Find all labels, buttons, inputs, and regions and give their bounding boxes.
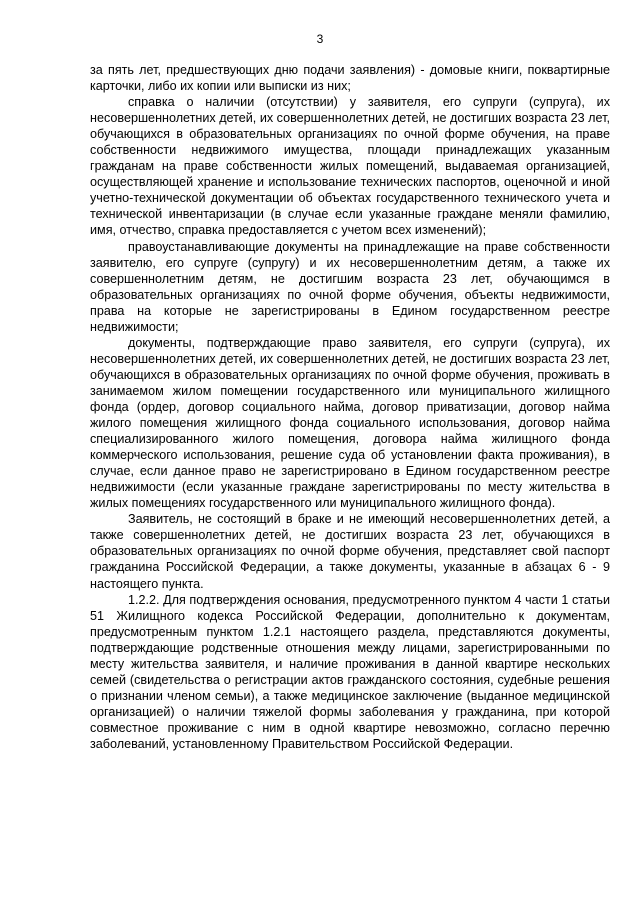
paragraph-section-1-2-2: 1.2.2. Для подтверждения основания, предусмотренного пунктом 4 части 1 статьи 51 Жилищного кодекса Российской Федерации, дополнительно к документам, предусмотренным пунктом 1.2.1 настоящего раздела, представляются документы, подтверждающие родственные отношения между лицами, зарегистрированными по месту жительства заявителя, и наличие проживания в данной квартире нескольких семей (свидетельства о регистрации актов гражданского состояния, судебные решения о признании членом семьи), а также медицинское заключение (выданное медицинской организацией) о наличии тяжелой формы заболевания у гражданина, при которой совместное проживание с ним в одной квартире невозможно, согласно перечню заболеваний, установленному Правительством Российской Федерации. [90, 592, 610, 751]
document-body [90, 62, 610, 752]
page-number: 3 [316, 32, 324, 46]
paragraph-residence-right-documents: документы, подтверждающие право заявителя, его супруги (супруга), их несовершеннолетних детей, их совершеннолетних детей, не достигших возраста 23 лет, обучающихся в образовательных организациях по очной форме обучения, проживать в занимаемом жилом помещении государственного или муниципального жилищного фонда (ордер, договор социального найма, договор приватизации, договор найма жилого помещения жилищного фонда социального использования, договор найма специализированного жилого помещения, договора найма жилищного фонда коммерческого использования, решение суда об установлении факта проживания), в случае, если данное право не зарегистрировано в Едином государственном реестре недвижимости (если указанные граждане зарегистрированы по месту жительства в жилых помещениях государственного или муниципального жилищного фонда). [90, 335, 610, 511]
paragraph-continuation: за пять лет, предшествующих дню подачи заявления) - домовые книги, поквартирные карточки, либо их копии или выписки из них; [90, 63, 610, 94]
paragraph-title-documents: правоустанавливающие документы на принадлежащие на праве собственности заявителю, его супруге (супругу) и их несовершеннолетним детям, а также их совершеннолетним детям, не достигшим возраста 23 лет, обучающимся в образовательных организациях по очной форме обучения, объекты недвижимости, права на которые не зарегистрированы в Едином государственном реестре недвижимости; [90, 239, 610, 334]
paragraph-single-applicant: Заявитель, не состоящий в браке и не имеющий несовершеннолетних детей, а также совершеннолетних детей, не достигших возраста 23 лет, обучающихся в образовательных организациях по очной форме обучения, представляет свой паспорт гражданина Российской Федерации, а также документы, указанные в абзацах 6 - 9 настоящего пункта. [90, 512, 610, 591]
paragraph-property-certificate: справка о наличии (отсутствии) у заявителя, его супруги (супруга), их несовершеннолетних детей, их совершеннолетних детей, не достигших возраста 23 лет, обучающихся в образовательных организациях по очной форме обучения, на праве собственности недвижимого имущества, площади принадлежащих указанным гражданам на праве собственности жилых помещений, выдаваемая организацией, осуществляющей хранение и использование технических паспортов, оценочной и иной учетно-технической документации об объектах государственного технического учета и технической инвентаризации (в случае если указанные граждане меняли фамилию, имя, отчество, справка предоставляется с учетом всех изменений); [90, 95, 610, 238]
